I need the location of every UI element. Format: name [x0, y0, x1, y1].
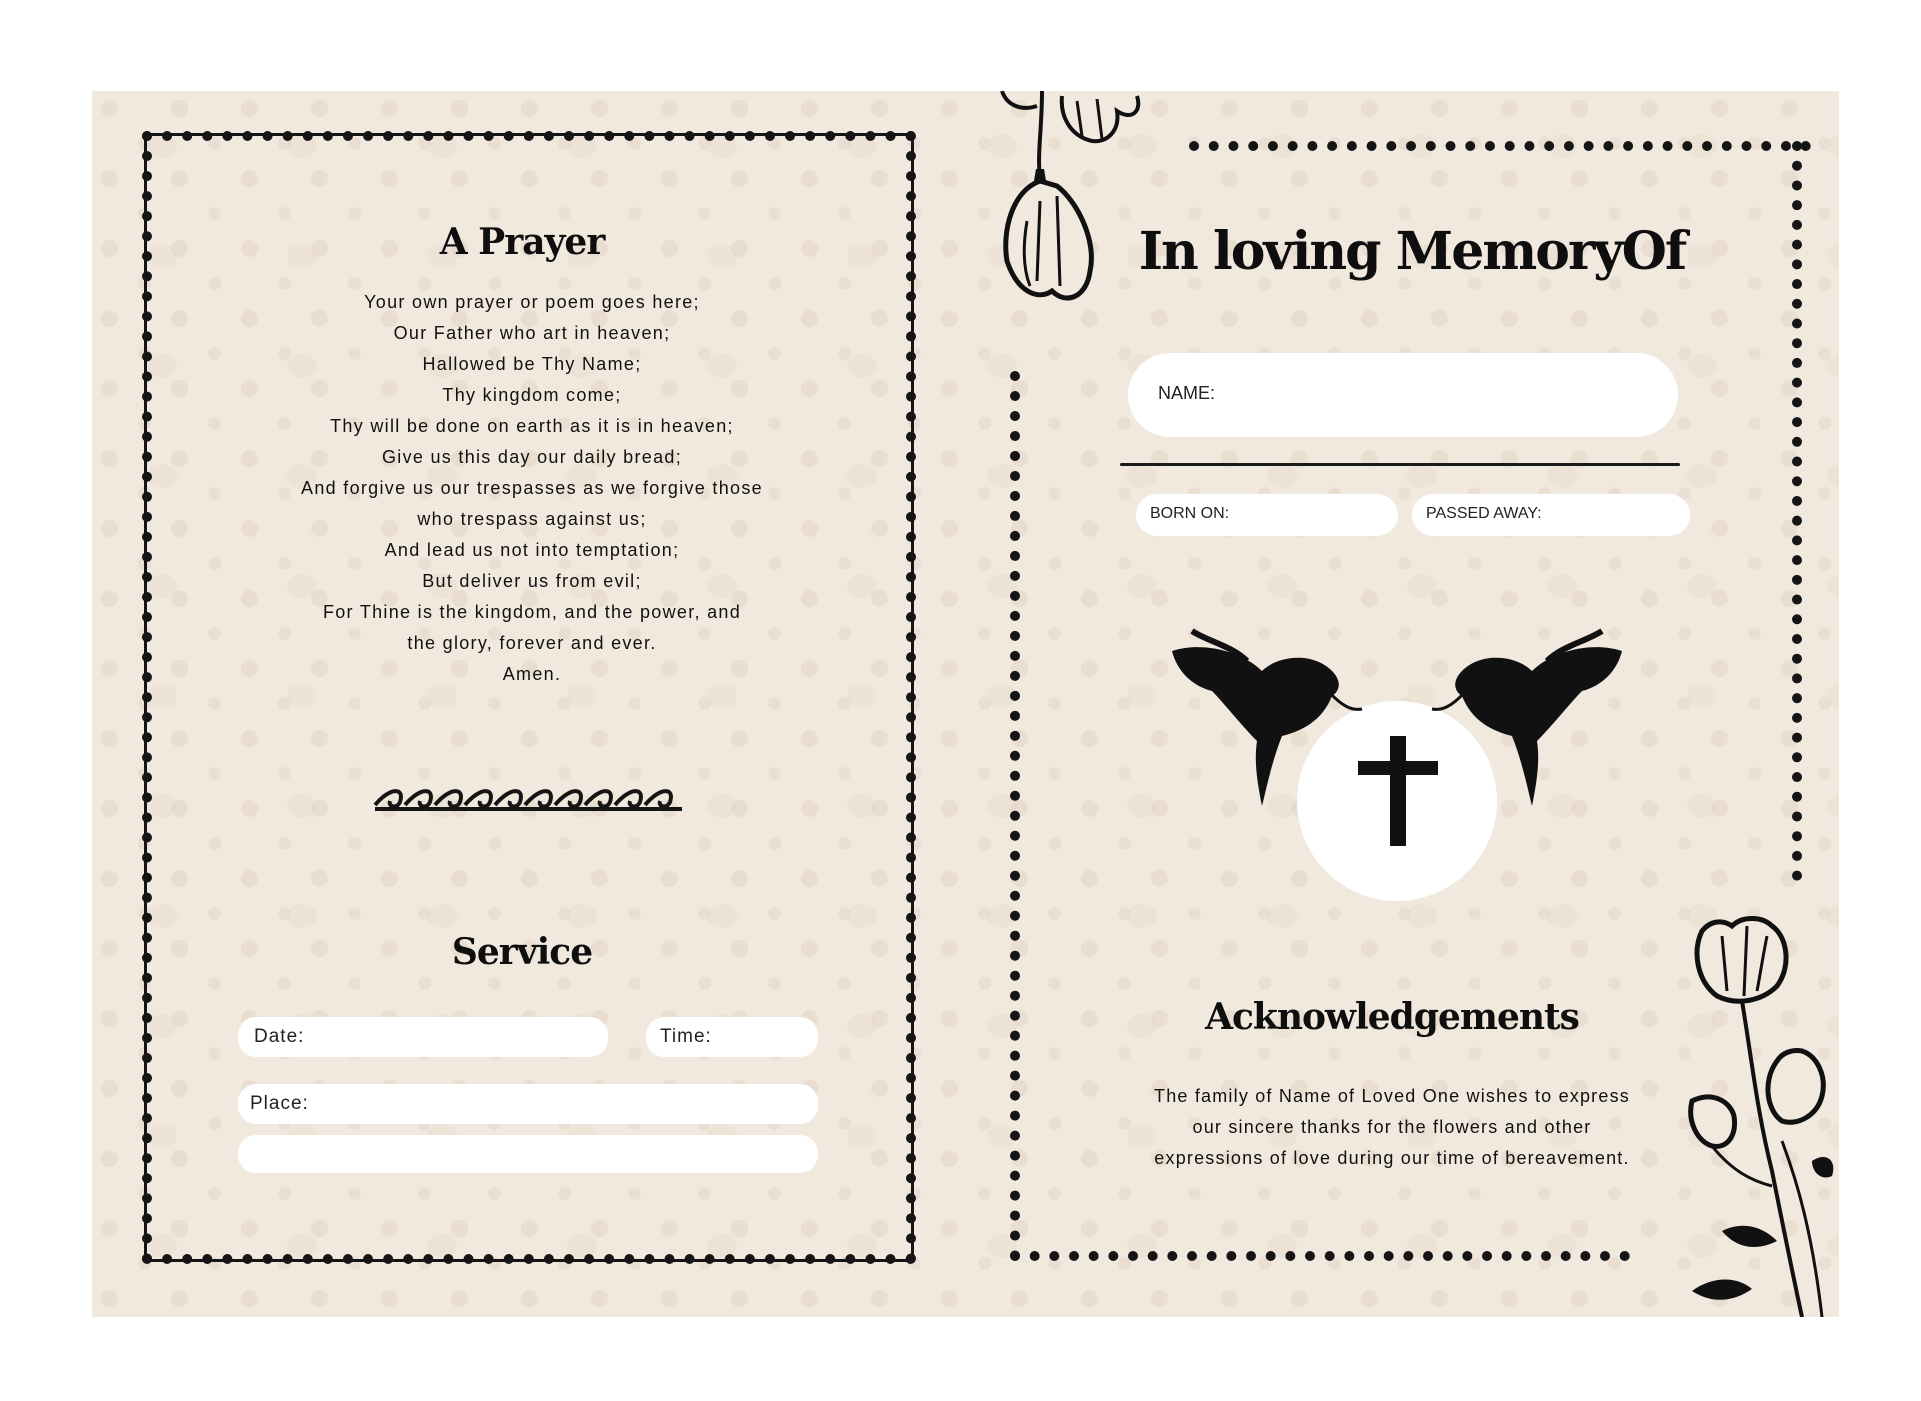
- name-field[interactable]: NAME:: [1128, 353, 1678, 437]
- prayer-line: Thy will be done on earth as it is in heaven;: [330, 416, 734, 436]
- prayer-line: And lead us not into temptation;: [384, 540, 680, 560]
- divider-line: [1120, 463, 1680, 466]
- time-field[interactable]: Time:: [646, 1017, 818, 1057]
- acknowledgements-text: [1122, 1081, 1662, 1174]
- acknowledgements-title: Acknowledgements: [1205, 996, 1579, 1038]
- prayer-line: the glory, forever and ever.: [407, 633, 657, 653]
- place-field[interactable]: Place:: [238, 1084, 818, 1124]
- doves-with-cross-icon: [1162, 611, 1632, 901]
- right-frame-side: [1792, 141, 1803, 881]
- prayer-line: And forgive us our trespasses as we forgive those: [301, 478, 763, 498]
- ack-line: The family of Name of Loved One wishes to express: [1154, 1086, 1630, 1106]
- flower-stem-icon: [1682, 911, 1839, 1317]
- place-extra-field[interactable]: [238, 1135, 818, 1173]
- born-on-field[interactable]: BORN ON:: [1136, 494, 1398, 536]
- prayer-line: Give us this day our daily bread;: [381, 447, 683, 467]
- ack-line: expressions of love during our time of bereavement.: [1154, 1148, 1630, 1168]
- prayer-line: Thy kingdom come;: [442, 385, 622, 405]
- prayer-title: A Prayer: [439, 221, 605, 263]
- prayer-line: Your own prayer or poem goes here;: [364, 292, 700, 312]
- right-frame-left: [1010, 371, 1021, 1261]
- date-field[interactable]: Date:: [238, 1017, 608, 1057]
- service-title: Service: [451, 931, 593, 973]
- prayer-line: who trespass against us;: [417, 509, 647, 529]
- right-frame-top: [1189, 141, 1811, 152]
- hanging-flower-icon: [982, 91, 1162, 331]
- ack-line: our sincere thanks for the flowers and other: [1192, 1117, 1592, 1137]
- prayer-line: Our Father who art in heaven;: [393, 323, 671, 343]
- memorial-program-sheet: [92, 91, 1839, 1317]
- prayer-line: Hallowed be Thy Name;: [422, 354, 642, 374]
- prayer-line: But deliver us from evil;: [422, 571, 642, 591]
- prayer-text: [252, 287, 812, 690]
- passed-away-field[interactable]: PASSED AWAY:: [1412, 494, 1690, 536]
- prayer-line: For Thine is the kingdom, and the power, and: [322, 602, 742, 622]
- memory-title: In loving MemoryOf: [1138, 221, 1686, 282]
- scroll-divider-icon: [370, 787, 688, 817]
- prayer-line: Amen.: [502, 664, 562, 684]
- right-frame-bottom: [1010, 1251, 1630, 1262]
